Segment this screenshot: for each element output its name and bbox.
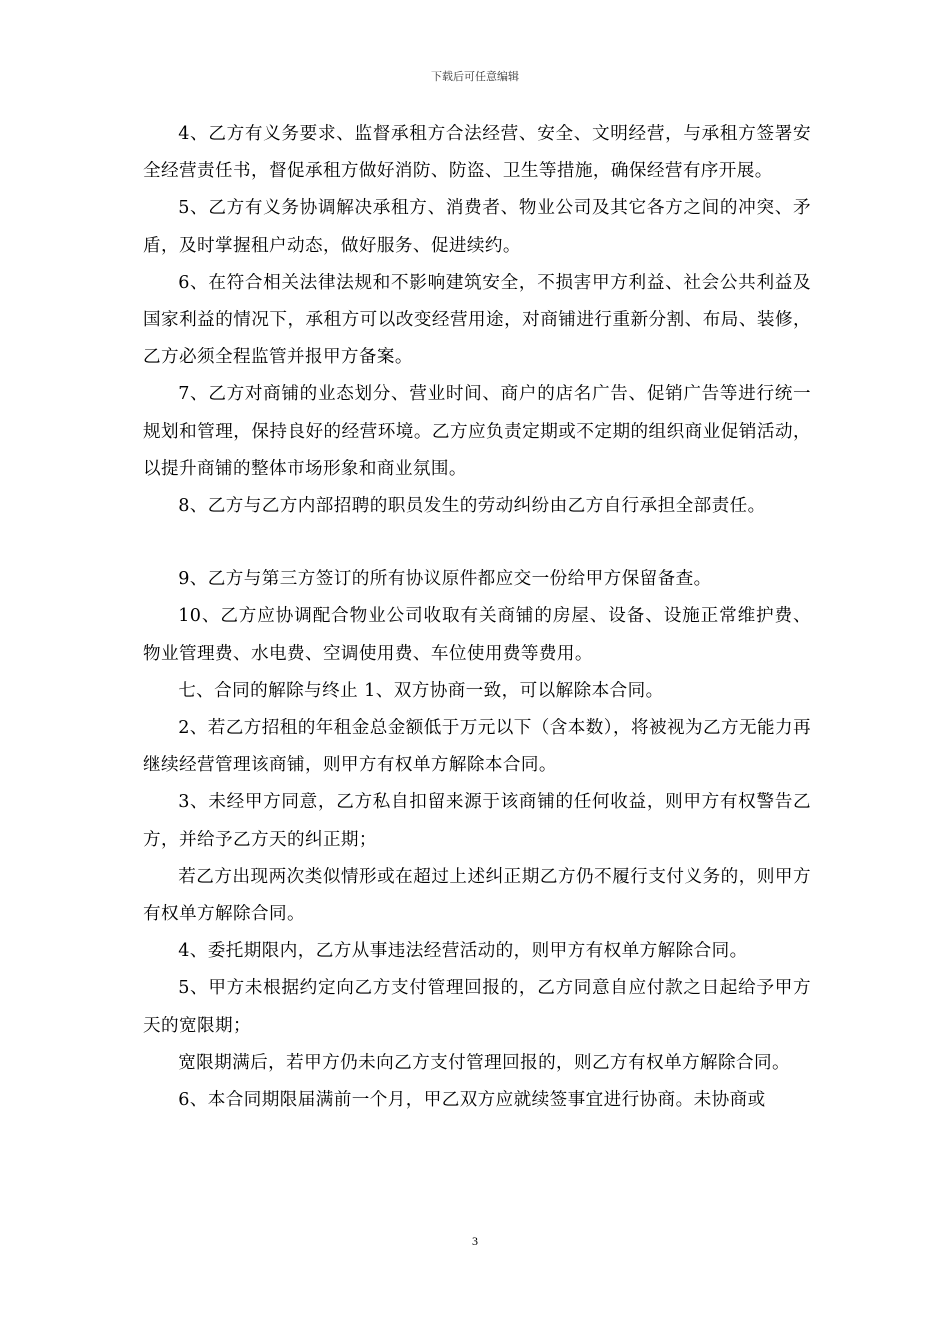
clause-8: 8、乙方与乙方内部招聘的职员发生的劳动纠纷由乙方自行承担全部责任。 bbox=[178, 496, 766, 517]
document-body bbox=[143, 116, 811, 1119]
termination-clause-6: 6、本合同期限届满前一个月，甲乙双方应就续签事宜进行协商。未协商或 bbox=[178, 1090, 766, 1111]
termination-clause-2: 2、若乙方招租的年租金总金额低于万元以下（含本数），将被视为乙方无能力再继续经营管理该商铺，则甲方有权单方解除本合同。 bbox=[143, 718, 811, 776]
clause-4: 4、乙方有义务要求、监督承租方合法经营、安全、文明经营，与承租方签署安全经营责任书，督促承租方做好消防、防盗、卫生等措施，确保经营有序开展。 bbox=[143, 124, 811, 182]
blank-line bbox=[143, 525, 811, 561]
termination-clause-3-continued: 若乙方出现两次类似情形或在超过上述纠正期乙方仍不履行支付义务的，则甲方有权单方解除合同。 bbox=[143, 866, 811, 925]
clause-9: 9、乙方与第三方签订的所有协议原件都应交一份给甲方保留备查。 bbox=[178, 569, 712, 590]
page-number: 3 bbox=[472, 1234, 478, 1248]
clause-5: 5、乙方有义务协调解决承租方、消费者、物业公司及其它各方之间的冲突、矛盾，及时掌握租户动态，做好服务、促进续约。 bbox=[143, 198, 811, 256]
termination-clause-4: 4、委托期限内，乙方从事违法经营活动的，则甲方有权单方解除合同。 bbox=[178, 941, 748, 962]
section-7-heading: 七、合同的解除与终止 1、双方协商一致，可以解除本合同。 bbox=[178, 680, 664, 701]
clause-10: 10、乙方应协调配合物业公司收取有关商铺的房屋、设备、设施正常维护费、物业管理费、水电费、空调使用费、车位使用费等费用。 bbox=[143, 606, 811, 664]
clause-6: 6、在符合相关法律法规和不影响建筑安全，不损害甲方利益、社会公共利益及国家利益的情况下，承租方可以改变经营用途，对商铺进行重新分割、布局、装修，乙方必须全程监管并报甲方备案。 bbox=[143, 272, 811, 368]
termination-clause-3: 3、未经甲方同意，乙方私自扣留来源于该商铺的任何收益，则甲方有权警告乙方，并给予乙方天的纠正期； bbox=[143, 792, 811, 850]
termination-clause-5: 5、甲方未根据约定向乙方支付管理回报的，乙方同意自应付款之日起给予甲方天的宽限期； bbox=[143, 978, 811, 1036]
termination-clause-5-continued: 宽限期满后，若甲方仍未向乙方支付管理回报的，则乙方有权单方解除合同。 bbox=[178, 1052, 790, 1073]
clause-7: 7、乙方对商铺的业态划分、营业时间、商户的店名广告、促销广告等进行统一规划和管理，保持良好的经营环境。乙方应负责定期或不定期的组织商业促销活动，以提升商铺的整体市场形象和商业氛围。 bbox=[143, 384, 811, 479]
page-header: 下载后可任意编辑 bbox=[431, 70, 519, 83]
